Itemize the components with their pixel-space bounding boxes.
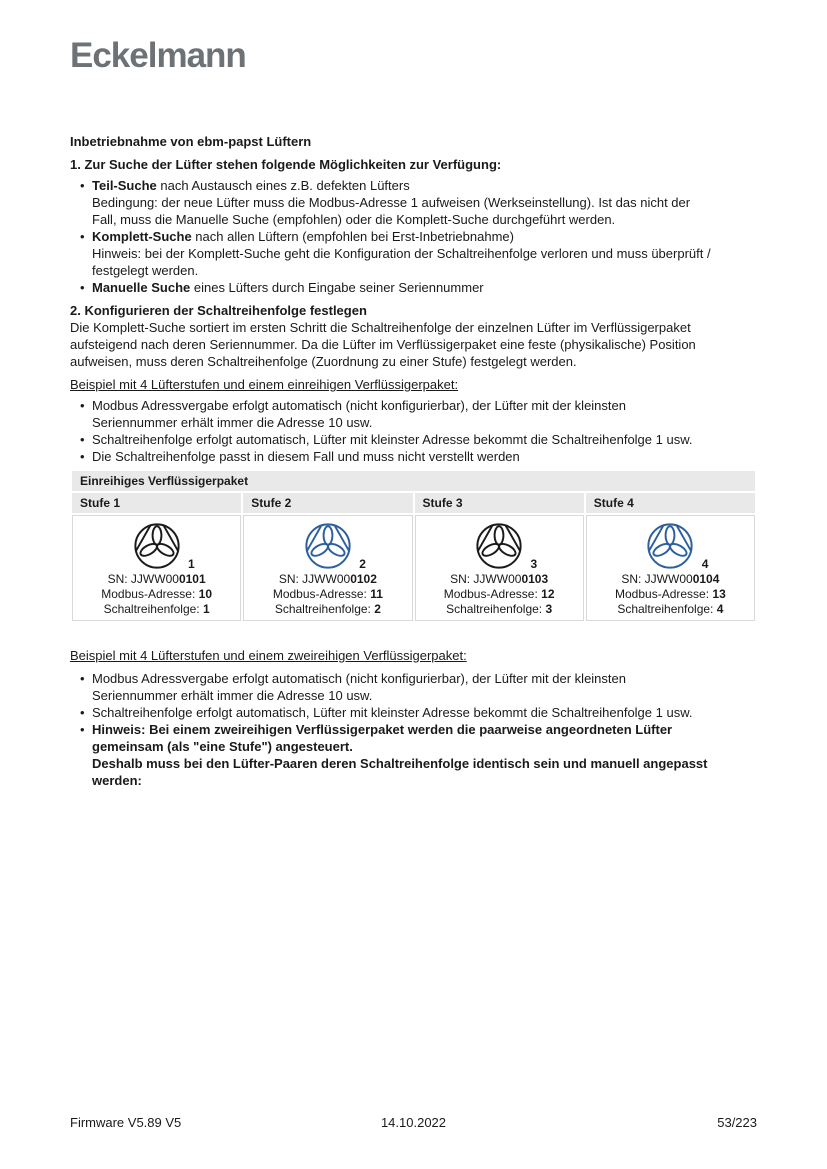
- list-item: [70, 704, 757, 721]
- fan-number: 1: [187, 557, 195, 571]
- column-header-stufe-4: Stufe 4: [586, 493, 755, 513]
- example-2-bullet-list: [70, 670, 757, 789]
- bullet-text: Die Schaltreihenfolge passt in diesem Fall und muss nicht verstellt werden: [92, 449, 520, 464]
- bullet-text: Teil-Suche nach Austausch eines z.B. defekten Lüfters Bedingung: der neue Lüfter muss die Modbus-Adresse 1 aufweisen (Werkseinstellung). Ist das nicht der Fall, muss die Manuelle Suche (empfohlen) oder die Komplett-Suche durchgeführt werden.: [92, 178, 691, 227]
- fan-number: 4: [701, 557, 709, 571]
- list-item: [70, 448, 757, 465]
- fan-number: 3: [530, 557, 538, 571]
- fan-serial-number: SN: JJWW000102: [278, 572, 377, 586]
- bullet-marker: •: [80, 705, 85, 720]
- footer-firmware-version: Firmware V5.89 V5: [70, 1115, 182, 1130]
- footer-page-number: 53/223: [717, 1115, 757, 1130]
- fan-modbus-address: Modbus-Adresse: 11: [272, 587, 383, 601]
- fan-modbus-address: Modbus-Adresse: 10: [101, 587, 212, 601]
- column-header-stufe-3: Stufe 3: [415, 493, 584, 513]
- list-item: [70, 279, 757, 296]
- bullet-text: Modbus Adressvergabe erfolgt automatisch (nicht konfigurierbar), der Lüfter mit der kleinsten Seriennummer erhält immer die Adresse 10 usw.: [92, 671, 626, 703]
- fan-number: 2: [359, 557, 366, 571]
- bullet-marker: •: [80, 449, 85, 464]
- fan-cell-stufe-4: [586, 515, 755, 621]
- fan-cell-stufe-2: [243, 515, 412, 621]
- fan-serial-number: SN: JJWW000103: [450, 572, 549, 586]
- fan-serial-number: SN: JJWW000104: [621, 572, 720, 586]
- bullet-marker: •: [80, 432, 85, 447]
- bullet-marker: •: [80, 398, 85, 413]
- bullet-marker: •: [80, 229, 85, 244]
- bullet-marker: •: [80, 671, 85, 686]
- bullet-text: Manuelle Suche eines Lüfters durch Eingabe seiner Seriennummer: [92, 280, 484, 295]
- column-header-stufe-1: Stufe 1: [72, 493, 241, 513]
- section-2-paragraph: Die Komplett-Suche sortiert im ersten Schritt die Schaltreihenfolge der einzelnen Lüfter im Verflüssigerpaket aufsteigend nach deren Seriennummer. Da die Lüfter im Verflüssigerpaket eine feste (physikalische) Position aufweisen, muss deren Schaltreihenfolge (Zuordnung zu einer Stufe) festgelegt werden.: [70, 320, 696, 369]
- fan-icon: [474, 520, 538, 572]
- fan-switch-order: Schaltreihenfolge: 2: [274, 602, 381, 616]
- section-2-heading: 2. Konfigurieren der Schaltreihenfolge festlegen: [70, 303, 367, 318]
- fan-switch-order: Schaltreihenfolge: 1: [103, 602, 210, 616]
- eckelmann-logo: Eckelmann: [70, 36, 246, 75]
- page-title: Inbetriebnahme von ebm-papst Lüftern: [70, 134, 312, 149]
- fan-switch-order: Schaltreihenfolge: 4: [617, 602, 724, 616]
- fan-serial-number: SN: JJWW000101: [107, 572, 206, 586]
- bullet-marker: •: [80, 722, 85, 737]
- bullet-text: Komplett-Suche nach allen Lüftern (empfohlen bei Erst-Inbetriebnahme) Hinweis: bei der Komplett-Suche geht die Konfiguration der Schaltreihenfolge verloren und muss überprüft / festgelegt werden.: [92, 229, 711, 278]
- example-1-bullet-list: [70, 397, 757, 465]
- fan-modbus-address: Modbus-Adresse: 13: [615, 587, 726, 601]
- bullet-text: Schaltreihenfolge erfolgt automatisch, Lüfter mit kleinster Adresse bekommt die Schaltreihenfolge 1 usw.: [92, 432, 693, 447]
- fan-icon: [645, 520, 709, 572]
- fan-icon: [132, 520, 195, 572]
- list-item: [70, 431, 757, 448]
- bullet-marker: •: [80, 178, 85, 193]
- example-1-heading: Beispiel mit 4 Lüfterstufen und einem einreihigen Verflüssigerpaket:: [70, 377, 459, 392]
- fan-cell-stufe-3: [415, 515, 584, 621]
- list-item: [70, 177, 757, 228]
- column-header-stufe-2: Stufe 2: [243, 493, 412, 513]
- bullet-text: Modbus Adressvergabe erfolgt automatisch (nicht konfigurierbar), der Lüfter mit der kleinsten Seriennummer erhält immer die Adresse 10 usw.: [92, 398, 626, 430]
- list-item: [70, 397, 757, 431]
- fan-cell-stufe-1: [72, 515, 241, 621]
- fan-modbus-address: Modbus-Adresse: 12: [443, 587, 555, 601]
- bullet-text-note: Hinweis: Bei einem zweireihigen Verflüssigerpaket werden die paarweise angeordneten Lüfter gemeinsam (als "eine Stufe") angesteuert. Deshalb muss bei den Lüfter-Paaren deren Schaltreihenfolge identisch sein und manuell angepasst werden:: [92, 722, 708, 788]
- section-1-heading: 1. Zur Suche der Lüfter stehen folgende Möglichkeiten zur Verfügung:: [70, 157, 502, 172]
- fan-switch-order: Schaltreihenfolge: 3: [446, 602, 553, 616]
- fan-table-title: Einreihiges Verflüssigerpaket: [72, 471, 755, 491]
- list-item: [70, 721, 757, 789]
- fan-icon: [303, 520, 366, 572]
- list-item: [70, 670, 757, 704]
- bullet-marker: •: [80, 280, 85, 295]
- bullet-text: Schaltreihenfolge erfolgt automatisch, Lüfter mit kleinster Adresse bekommt die Schaltreihenfolge 1 usw.: [92, 705, 693, 720]
- footer-date: 14.10.2022: [380, 1115, 447, 1130]
- page-footer: [70, 1114, 757, 1131]
- section-1-bullet-list: [70, 177, 757, 296]
- list-item: [70, 228, 757, 279]
- fan-table: [70, 469, 757, 623]
- example-2-heading: Beispiel mit 4 Lüfterstufen und einem zweireihigen Verflüssigerpaket:: [70, 648, 467, 663]
